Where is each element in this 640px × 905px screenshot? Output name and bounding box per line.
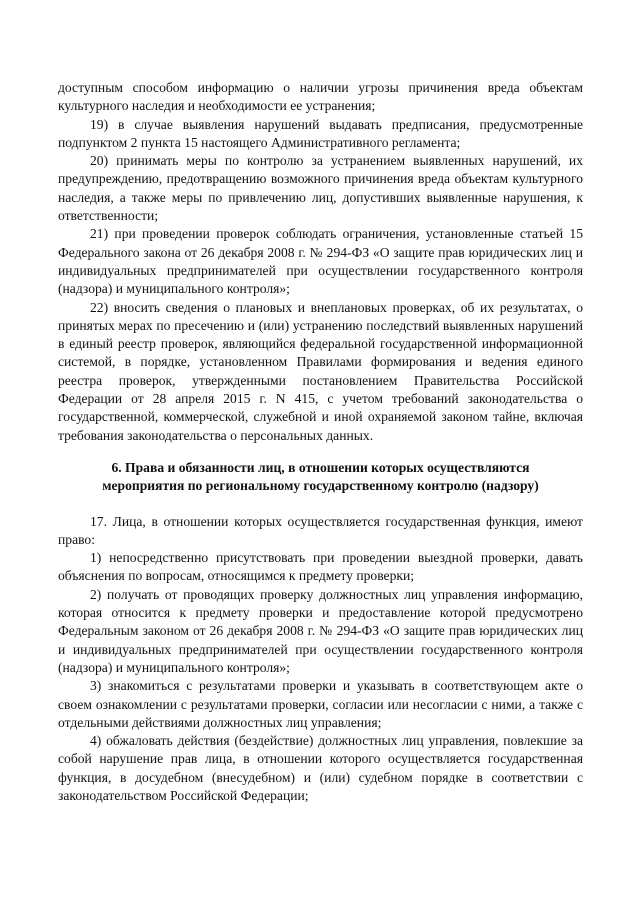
paragraph-right-4: 4) обжаловать действия (бездействие) должностных лиц управления, повлекшие за собой нарушение прав лица, в отношении которого осуществляется государственная функция, в досудебном (внесудебном) и (или) судебном порядке в соответствии с законодательством Российской Федерации;	[58, 733, 583, 803]
paragraph-item-19: 19) в случае выявления нарушений выдавать предписания, предусмотренные подпунктом 2 пункта 15 настоящего Административного регламента;	[58, 116, 583, 150]
paragraph-item-21: 21) при проведении проверок соблюдать ограничения, установленные статьей 15 Федерального закона от 26 декабря 2008 г. № 294-ФЗ «О защите прав юридических лиц и индивидуальных предпринимателей при осуществлении государственного контроля (надзора) и муниципального контроля»;	[58, 226, 583, 297]
paragraph-right-1: 1) непосредственно присутствовать при проведении выездной проверки, давать объяснения по вопросам, относящимся к предмету проверки;	[58, 550, 583, 584]
paragraph-continuation: доступным способом информацию о наличии угрозы причинения вреда объектам культурного наследия и необходимости ее устранения;	[58, 80, 583, 114]
document-page	[58, 79, 583, 805]
paragraph-item-22: 22) вносить сведения о плановых и внеплановых проверках, об их результатах, о принятых мерах по пресечению и (или) устранению последствий выявленных нарушений в единый реестр проверок, являющийся федеральной государственной информационной системой, в порядке, установленном Правилами формирования и ведения единого реестра проверок, утвержденными постановлением Правительства Российской Федерации от 28 апреля 2015 г. N 415, с учетом требований законодательства о государственной, коммерческой, служебной и иной охраняемой законом тайне, включая требования законодательства о персональных данных.	[58, 299, 583, 443]
paragraph-right-3: 3) знакомиться с результатами проверки и указывать в соответствующем акте о своем ознакомлении с результатами проверки, согласии или несогласии с ними, а также с отдельными действиями должностных лиц управления;	[58, 678, 583, 730]
paragraph-item-17: 17. Лица, в отношении которых осуществляется государственная функция, имеют право:	[58, 513, 583, 547]
section-6-heading	[58, 459, 583, 496]
paragraph-right-2: 2) получать от проводящих проверку должностных лиц управления информацию, которая относится к предмету проверки и предоставление которой предусмотрено Федеральным законом от 26 декабря 2008 г. № 294-ФЗ «О защите прав юридических лиц и индивидуальных предпринимателей при осуществлении государственного контроля (надзора) и муниципального контроля»;	[58, 586, 583, 675]
section-6-heading-line-1: 6. Права и обязанности лиц, в отношении которых осуществляются	[111, 459, 530, 475]
paragraph-item-20: 20) принимать меры по контролю за устранением выявленных нарушений, их предупреждению, предотвращению возможного причинения вреда объектам культурного наследия, а также меры по привлечению лиц, допустивших выявленные нарушения, к ответственности;	[58, 153, 583, 224]
section-6-heading-line-2: мероприятия по региональному государственному контролю (надзору)	[102, 478, 539, 494]
